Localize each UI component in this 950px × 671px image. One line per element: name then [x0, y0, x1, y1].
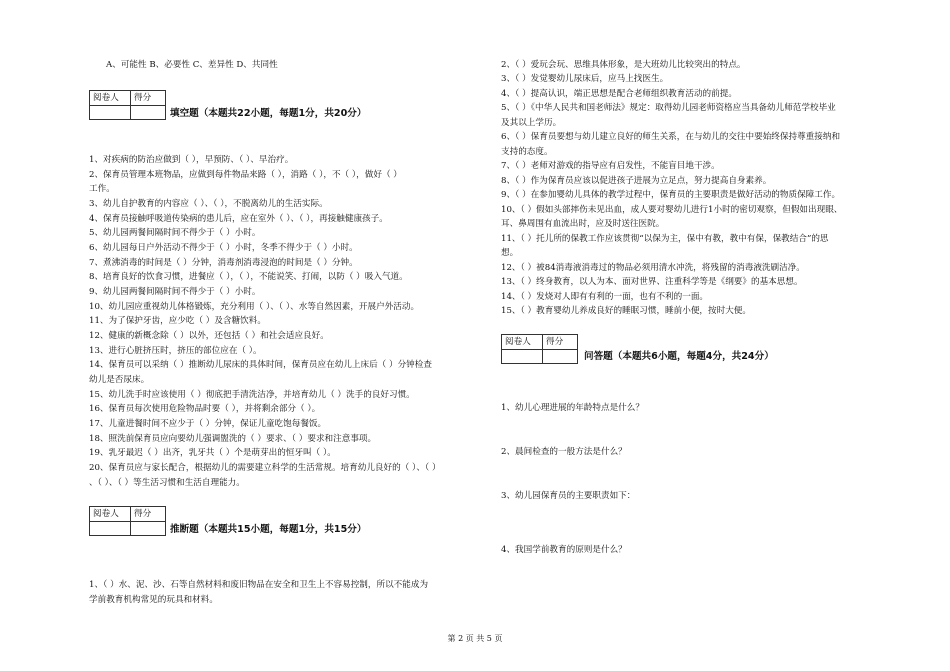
list-item: 3、幼儿自护教育的内容应（ ）、（ ），不脱离幼儿的生活实际。: [89, 199, 328, 209]
list-item: 9、（ ）在参加婴幼儿具体的教学过程中，保育员的主要职责是做好活动的物质保障工作。: [501, 190, 841, 200]
list-item: 14、保育员可以采纳（ ）推断幼儿尿床的具体时间，保育员应在幼儿上床后（ ）分钟检查: [89, 360, 432, 370]
reviewer-cell: [502, 350, 543, 364]
list-item: 1、对疾病的防治应做到（ ），早预防、（ ）、早治疗。: [89, 155, 294, 165]
list-item: 16、保育员每次使用危险物品时要（ ），并将剩余部分（ ）。: [89, 404, 321, 414]
list-item: 4、我国学前教育的原则是什么？: [501, 545, 627, 555]
list-item: 4、保育员接触呼吸道传染病的患儿后，应在室外（ ）、（ ），再接触健康孩子。: [89, 214, 388, 224]
list-item: 7、煮沸消毒的时间是（ ）分钟，消毒剂消毒浸泡的时间是（ ）分钟。: [89, 258, 358, 268]
reviewer-label: 阅卷人: [90, 91, 131, 106]
list-item: 幼儿是否尿床。: [89, 375, 150, 385]
list-item: 耳、鼻周围有血流出时，应及时送往医院。: [501, 219, 665, 229]
list-item: 20、保育员应与家长配合，根据幼儿的需要建立科学的生活常规。培育幼儿良好的（ ）、（ ）: [89, 463, 441, 473]
list-item: 学前教育机构常见的玩具和材料。: [89, 595, 218, 605]
judge-section-title: 推断题（本题共15小题，每题1分，共15分）: [170, 524, 367, 535]
score-label: 得分: [131, 507, 166, 522]
qa-section-title: 问答题（本题共6小题，每题4分，共24分）: [584, 351, 774, 362]
list-item: 12、健康的新概念除（ ）以外，还包括（ ）和社会适应良好。: [89, 331, 329, 341]
list-item: 9、幼儿园两餐间隔时间不得少于（ ）小时。: [89, 287, 261, 297]
list-item: 8、培育良好的饮食习惯，进餐应（ ），（ ），不能说笑、打闹，以防（ ）吸入气道。: [89, 272, 408, 282]
list-item: 14、（ ）发烧对人即有有利的一面，也有不利的一面。: [501, 292, 709, 302]
list-item: 5、（ ）《中华人民共和国老师法》规定：取得幼儿园老师资格应当具备幼儿师范学校毕业: [501, 103, 836, 113]
reviewer-cell: [90, 522, 131, 536]
list-item: 19、乳牙最迟（ ）出齐，乳牙共（ ）个是萌芽出的恒牙叫（ ）。: [89, 448, 336, 458]
list-item: 想。: [501, 248, 519, 258]
options-line: A、可能性 B、必要性 C、差异性 D、共同性: [106, 60, 278, 70]
score-table-qa: [501, 334, 578, 364]
list-item: 支持的态度。: [501, 147, 553, 157]
score-label: 得分: [543, 335, 578, 350]
list-item: 13、（ ）终身教育，以人为本、面对世界、注重科学等是《纲要》的基本思想。: [501, 277, 803, 287]
list-item: 2、保育员管理本班物品，应做到每件物品来路（ ），消路（ ），不（ ），做好（ ）: [89, 170, 402, 180]
reviewer-cell: [90, 106, 131, 120]
fill-section-title: 填空题（本题共22小题，每题1分，共20分）: [170, 108, 367, 119]
list-item: 4、（ ）提高认识，端正思想是配合老师组织教育活动的前提。: [501, 89, 737, 99]
list-item: 及其以上学历。: [501, 118, 562, 128]
list-item: 17、儿童进餐时间不应少于（ ）分钟，保证儿童吃饱每餐饭。: [89, 419, 327, 429]
list-item: 7、（ ）老师对游戏的指导应有启发性，不能盲目地干涉。: [501, 161, 720, 171]
list-item: 11、（ ）托儿所的保教工作应该贯彻“以保为主，保中有教，教中有保，保教结合”的思: [501, 234, 829, 244]
list-item: 1、幼儿心理进展的年龄特点是什么？: [501, 403, 644, 413]
list-item: 12、（ ）被84消毒液消毒过的物品必须用清水冲洗，将残留的消毒液洗刷洁净。: [501, 263, 805, 273]
list-item: 13、进行心脏挤压时，挤压的部位应在（ ）。: [89, 346, 262, 356]
score-label: 得分: [131, 91, 166, 106]
list-item: 6、（ ）保育员要想与幼儿建立良好的师生关系，在与幼儿的交往中要始终保持尊重接纳和: [501, 132, 841, 142]
list-item: 1、（ ）水、泥、沙、石等自然材料和废旧物品在安全和卫生上不容易控制，所以不能成为: [89, 580, 429, 590]
list-item: 5、幼儿园两餐间隔时间不得少于（ ）小时。: [89, 228, 261, 238]
list-item: 3、（ ）发觉婴幼儿尿床后，应马上找医生。: [501, 74, 669, 84]
list-item: 10、幼儿园应重视幼儿体格锻炼，充分利用（ ）、（ ）、水等自然因素，开展户外活动。: [89, 302, 420, 312]
score-cell: [543, 350, 578, 364]
list-item: 工作。: [89, 184, 115, 194]
list-item: 8、（ ）作为保育员应该以促进孩子进展为立足点，努力提高自身素养。: [501, 176, 772, 186]
list-item: 11、为了保护牙齿，应少吃（ ）及含糖饮料。: [89, 316, 266, 326]
list-item: 2、（ ）爱玩会玩、思维具体形象，是大班幼儿比较突出的特点。: [501, 60, 746, 70]
reviewer-label: 阅卷人: [90, 507, 131, 522]
list-item: 15、幼儿洗手时应该使用（ ）彻底把手清洗洁净，并培育幼儿（ ）洗手的良好习惯。: [89, 390, 415, 400]
list-item: 15、（ ）教育婴幼儿养成良好的睡眠习惯，睡前小便，按时大便。: [501, 306, 751, 316]
list-item: 18、照洗前保育员应向要幼儿强调盥洗的（ ）要求、（ ）要求和注意事项。: [89, 434, 377, 444]
score-cell: [131, 522, 166, 536]
list-item: 10、（ ）假如头部摔伤未见出血，成人要对婴幼儿进行1小时的密切观察，但假如出现眼、: [501, 205, 843, 215]
list-item: 、（ ）、（ ）等生活习惯和生活自理能力。: [89, 478, 245, 488]
list-item: 2、晨间检查的一般方法是什么？: [501, 447, 627, 457]
reviewer-label: 阅卷人: [502, 335, 543, 350]
score-table-judge: [89, 506, 166, 536]
score-cell: [131, 106, 166, 120]
page-number: 第 2 页 共 5 页: [447, 634, 503, 643]
list-item: 3、幼儿园保育员的主要职责如下：: [501, 491, 636, 501]
list-item: 6、幼儿园每日户外活动不得少于（ ）小时，冬季不得少于（ ）小时。: [89, 243, 358, 253]
score-table-fill: [89, 90, 166, 120]
